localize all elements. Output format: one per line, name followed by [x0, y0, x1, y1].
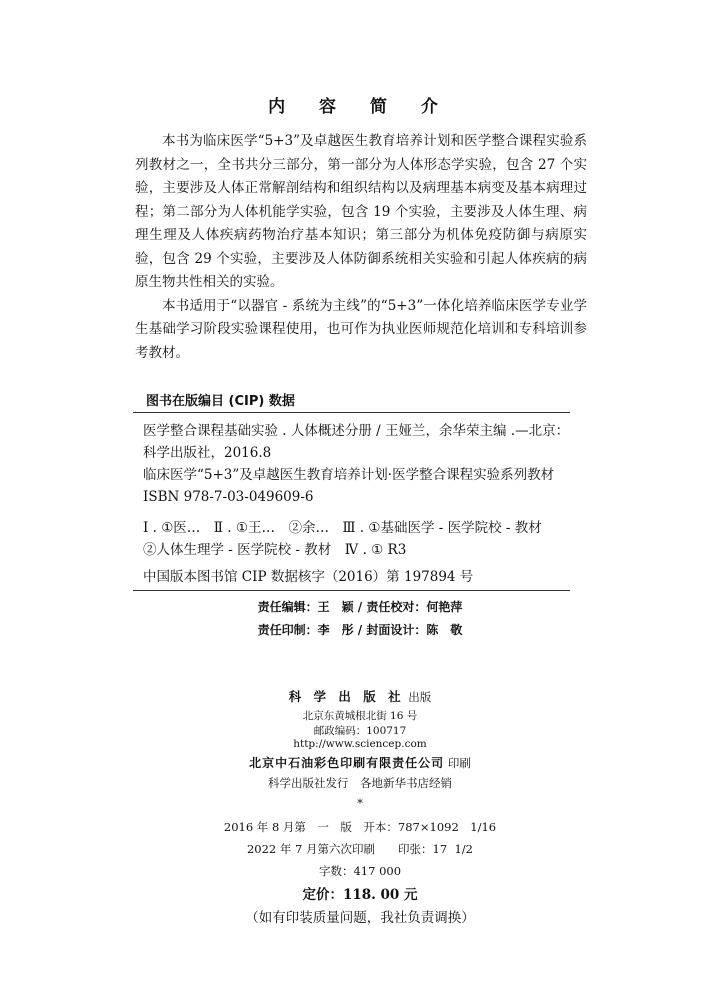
cip-isbn: ISBN 978-7-03-049609-6	[143, 489, 314, 505]
publisher-line	[0, 686, 720, 705]
price: 定价：118. 00 元	[302, 887, 418, 903]
page-title: 内 容 简 介	[268, 97, 452, 117]
cip-series-line: 临床医学“5+3”及卓越医生教育培养计划·医学整合课程实验系列教材	[143, 467, 555, 483]
summary-paragraph: 本书为临床医学“5+3”及卓越医生教育培养计划和医学整合课程实验系列教材之一，全书共分三部分，第一部分为人体形态学实验，包含 27 个实验，主要涉及人体正常解剖结构和组织结构以及病理基本病变及基本病理过程；第二部分为人体机能学实验，包含 19 个实验，主要涉及人体生理、病理生理及人体疾病药物治疗基本知识；第三部分为机体免疫防御与病原实验，包含 29 个实验，主要涉及人体防御系统相关实验和引起人体疾病的病原生物共性相关的实验。	[135, 133, 587, 290]
separator-asterisk: *	[357, 796, 363, 810]
editor-credits: 责任编辑：王 颖 / 责任校对：何艳萍	[257, 600, 463, 614]
quality-note: （如有印装质量问题，我社负责调换）	[245, 910, 475, 926]
printer-line	[0, 752, 720, 771]
publisher-address: 北京东黄城根北街 16 号	[302, 710, 418, 722]
cip-record-number: 中国版本图书馆 CIP 数据核字（2016）第 197894 号	[143, 569, 474, 585]
word-count: 字数：417 000	[318, 864, 402, 878]
production-credits: 责任印制：李 彤 / 封面设计：陈 敬	[257, 623, 463, 637]
cip-title-line: 医学整合课程基础实验 . 人体概述分册 / 王娅兰，余华荣主编 .—北京：	[143, 423, 570, 439]
printer-name: 北京中石油彩色印刷有限责任公司	[249, 756, 445, 770]
cip-classification-line: Ⅰ . ①医… Ⅱ . ①王… ②余… Ⅲ . ①基础医学 - 医学院校 - 教材	[143, 520, 542, 536]
divider	[133, 412, 570, 413]
edition-info: 2016 年 8 月第 一 版 开本：787×1092 1/16	[223, 820, 497, 834]
content-summary	[135, 130, 587, 365]
summary-paragraph: 本书适用于“以器官 - 系统为主线”的“5+3”一体化培养临床医学专业学生基础学习阶段实验课程使用，也可作为执业医师规范化培训和专科培训参考教材。	[135, 297, 587, 361]
printing-info: 2022 年 7 月第六次印刷 印张：17 1/2	[246, 842, 473, 856]
printer-suffix: 印刷	[444, 756, 471, 770]
publisher-name: 科 学 出 版 社	[288, 689, 405, 704]
cip-publisher-line: 科学出版社，2016.8	[143, 445, 272, 461]
cip-classification-line: ②人体生理学 - 医学院校 - 教材 Ⅳ . ① R3	[143, 542, 407, 558]
divider	[133, 590, 570, 591]
publisher-postcode: 邮政编码：100717	[313, 725, 407, 737]
publisher-url: http://www.sciencep.com	[293, 738, 427, 750]
publisher-suffix: 出版	[404, 690, 432, 704]
cip-heading: 图书在版编目 (CIP) 数据	[146, 394, 295, 409]
distribution: 科学出版社发行 各地新华书店经销	[268, 776, 452, 790]
